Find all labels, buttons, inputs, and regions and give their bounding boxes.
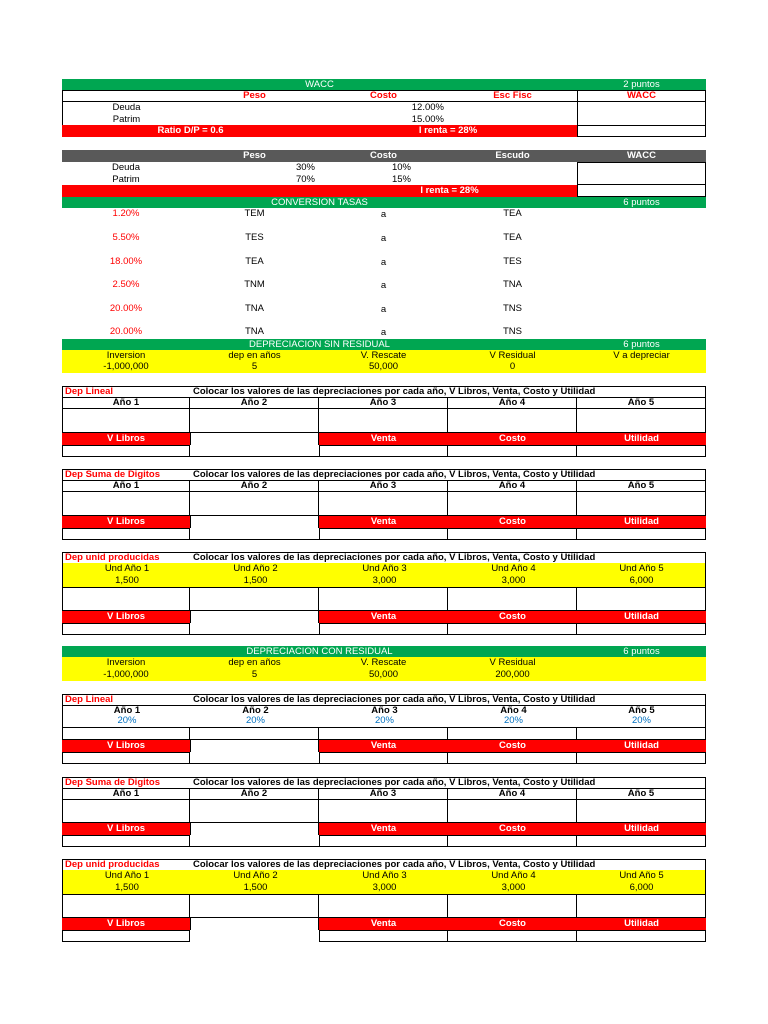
instruction: Colocar los valores de las depreciaciones por cada año, V Libros, Venta, Costo y Utilidad	[193, 387, 596, 397]
wacc-header-costo: Costo	[319, 90, 448, 102]
wacc-points: 2 puntos	[577, 79, 706, 90]
answer-cell[interactable]	[448, 800, 577, 823]
conversion-row: 20.00% TNA a TNS	[62, 303, 706, 326]
answer-cell[interactable]	[448, 587, 577, 611]
conversion-title-row	[62, 197, 706, 208]
sin-residual-title: DEPRECIACION SIN RESIDUAL	[62, 339, 577, 350]
conversion-answer[interactable]	[577, 232, 706, 256]
section-label: Dep unid producidas	[65, 860, 160, 870]
sin-residual-values-row: -1,000,000 5 50,000 0	[62, 361, 706, 373]
conversion-answer[interactable]	[577, 279, 706, 303]
dep-suma-digitos-residual-block: Dep Suma de Digitos Colocar los valores de las depreciaciones por cada año, V Libros, Venta, Costo y Utilidad Año 1 Año 2 Año 3 Año 4 Año 5 V Libros Venta Costo Utilidad	[62, 777, 706, 847]
con-residual-title: DEPRECIACION CON RESIDUAL	[62, 646, 577, 657]
conversion-answer[interactable]	[577, 303, 706, 326]
answer-cell[interactable]	[319, 587, 448, 611]
section-label: Dep Suma de Digitos	[65, 470, 161, 480]
wacc2-row-patrim	[62, 174, 706, 185]
wacc-costo-deuda[interactable]: 12.00%	[411, 102, 444, 114]
conversion-answer[interactable]	[577, 208, 706, 232]
section-label: Dep Lineal	[65, 695, 114, 705]
dep-lineal-residual-block: Dep Lineal Colocar los valores de las depreciaciones por cada año, V Libros, Venta, Costo y Utilidad Año 1 Año 2 Año 3 Año 4 Año 5 20% 20% 20% 20% 20% V Libros Venta Costo Utilidad	[62, 694, 706, 764]
wacc2-header-wacc: WACC	[577, 150, 706, 162]
answer-cell[interactable]	[62, 409, 190, 433]
wacc2-header-costo: Costo	[319, 150, 448, 162]
conversion-answer[interactable]	[577, 326, 706, 340]
wacc2-row-deuda	[62, 162, 706, 174]
wacc-irenta: I renta = 28%	[319, 125, 577, 137]
wacc2-irenta-row	[62, 185, 706, 197]
conversion-list	[62, 208, 706, 340]
answer-cell[interactable]	[190, 894, 319, 918]
wacc2-peso-deuda[interactable]: 30%	[295, 162, 315, 174]
instruction: Colocar los valores de las depreciaciones por cada año, V Libros, Venta, Costo y Utilidad	[193, 860, 596, 870]
section-label: Dep unid producidas	[65, 553, 160, 563]
dep-unid-producidas-residual-block: Dep unid producidas Colocar los valores de las depreciaciones por cada año, V Libros, Venta, Costo y Utilidad Und Año 1 Und Año 2 Und Año 3 Und Año 4 Und Año 5 1,500 1,500 3,000 3,000 6,000 V Libros Venta Costo Utilidad	[62, 859, 706, 942]
section-label: Dep Lineal	[65, 387, 114, 397]
answer-cell[interactable]	[448, 728, 577, 740]
wacc-ratio-row	[62, 125, 706, 137]
answer-cell[interactable]	[577, 728, 706, 740]
conversion-row: 5.50% TES a TEA	[62, 232, 706, 256]
answer-cell[interactable]	[190, 728, 319, 740]
wacc-title-row	[62, 79, 706, 90]
answer-cell[interactable]	[190, 492, 319, 516]
wacc2-irenta: I renta = 28%	[62, 185, 577, 197]
answer-cell[interactable]	[448, 894, 577, 918]
wacc2-label-patrim: Patrim	[112, 174, 140, 185]
wacc-ratio-blank[interactable]	[577, 125, 706, 137]
answer-cell[interactable]	[319, 409, 448, 433]
section-label: Dep Suma de Digitos	[65, 778, 161, 788]
wacc2-costo-deuda[interactable]: 10%	[391, 162, 411, 174]
dep-unid-producidas-block: Dep unid producidas Colocar los valores de las depreciaciones por cada año, V Libros, Venta, Costo y Utilidad Und Año 1 Und Año 2 Und Año 3 Und Año 4 Und Año 5 1,500 1,500 3,000 3,000 6,000 V Libros Venta Costo Utilidad	[62, 552, 706, 635]
answer-cell[interactable]	[62, 492, 190, 516]
answer-cell[interactable]	[190, 587, 319, 611]
wacc-row-patrim	[62, 114, 706, 125]
sin-residual-header-row: Inversion dep en años V. Rescate V Residual V a depreciar	[62, 350, 706, 361]
wacc2-header-escudo: Escudo	[448, 150, 577, 162]
wacc-result-cell[interactable]	[577, 102, 706, 114]
wacc-blank-header	[62, 90, 190, 102]
wacc-costo-patrim[interactable]: 15.00%	[411, 114, 444, 125]
conversion-title: CONVERSION TASAS	[62, 197, 577, 208]
answer-cell[interactable]	[577, 800, 706, 823]
wacc2-header-row	[62, 150, 706, 162]
wacc2-costo-patrim[interactable]: 15%	[391, 174, 411, 185]
answer-cell[interactable]	[319, 728, 448, 740]
wacc-header-wacc: WACC	[577, 90, 706, 102]
con-residual-points: 6 puntos	[577, 646, 706, 657]
conversion-row: 20.00% TNA a TNS	[62, 326, 706, 340]
con-residual-header-row: Inversion dep en años V. Rescate V Residual	[62, 657, 706, 669]
answer-cell[interactable]	[577, 492, 706, 516]
wacc-row-deuda	[62, 102, 706, 114]
answer-cell[interactable]	[190, 409, 319, 433]
wacc-header-peso: Peso	[190, 90, 319, 102]
answer-cell[interactable]	[577, 587, 706, 611]
instruction: Colocar los valores de las depreciaciones por cada año, V Libros, Venta, Costo y Utilidad	[193, 470, 596, 480]
conversion-answer[interactable]	[577, 256, 706, 279]
v-a-depreciar-cell[interactable]	[577, 361, 706, 373]
answer-cell[interactable]	[62, 587, 190, 611]
answer-cell[interactable]	[319, 492, 448, 516]
answer-cell[interactable]	[62, 800, 190, 823]
wacc-ratio: Ratio D/P = 0.6	[62, 125, 319, 137]
answer-cell[interactable]	[190, 800, 319, 823]
answer-cell[interactable]	[448, 409, 577, 433]
wacc2-label-deuda: Deuda	[112, 162, 140, 174]
instruction: Colocar los valores de las depreciaciones por cada año, V Libros, Venta, Costo y Utilidad	[193, 695, 596, 705]
sin-residual-title-row	[62, 339, 706, 350]
wacc2-peso-patrim[interactable]: 70%	[295, 174, 315, 185]
wacc-label-patrim: Patrim	[62, 114, 190, 125]
answer-cell[interactable]	[62, 894, 190, 918]
conversion-row: 18.00% TEA a TES	[62, 256, 706, 279]
wacc2-header-peso: Peso	[190, 150, 319, 162]
con-residual-values-row: -1,000,000 5 50,000 200,000	[62, 669, 706, 681]
answer-cell[interactable]	[62, 728, 190, 740]
wacc-header-row	[62, 90, 706, 102]
conversion-row: 2.50% TNM a TNA	[62, 279, 706, 303]
sin-residual-points: 6 puntos	[577, 339, 706, 350]
answer-cell[interactable]	[448, 492, 577, 516]
answer-cell[interactable]	[577, 894, 706, 918]
answer-cell[interactable]	[319, 894, 448, 918]
wacc-label-deuda: Deuda	[62, 102, 190, 114]
wacc-header-esc-fisc: Esc Fisc	[448, 90, 577, 102]
answer-cell[interactable]	[319, 800, 448, 823]
conversion-points: 6 puntos	[577, 197, 706, 208]
instruction: Colocar los valores de las depreciaciones por cada año, V Libros, Venta, Costo y Utilidad	[193, 778, 596, 788]
conversion-row: 1.20% TEM a TEA	[62, 208, 706, 232]
wacc-title: WACC	[62, 79, 577, 90]
dep-suma-digitos-block: Dep Suma de Digitos Colocar los valores de las depreciaciones por cada año, V Libros, Venta, Costo y Utilidad Año 1 Año 2 Año 3 Año 4 Año 5 V Libros Venta Costo Utilidad	[62, 469, 706, 540]
answer-cell[interactable]	[577, 409, 706, 433]
con-residual-title-row	[62, 646, 706, 657]
dep-lineal-block: Dep Lineal Colocar los valores de las depreciaciones por cada año, V Libros, Venta, Costo y Utilidad Año 1 Año 2 Año 3 Año 4 Año 5 V Libros Venta Costo Utilidad	[62, 386, 706, 457]
instruction: Colocar los valores de las depreciaciones por cada año, V Libros, Venta, Costo y Utilidad	[193, 553, 596, 563]
